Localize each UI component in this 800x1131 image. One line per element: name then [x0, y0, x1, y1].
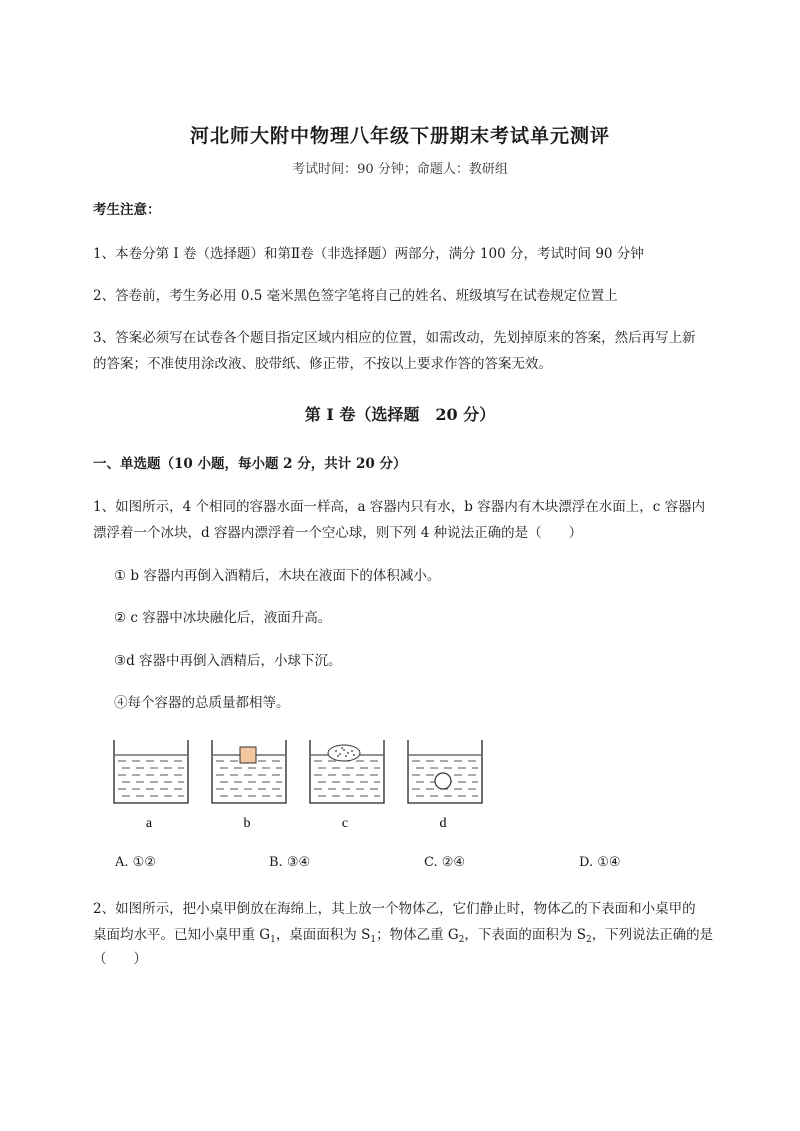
q1-figure	[112, 735, 492, 835]
notice-item-2: 2、答卷前，考生务必用 0.5 毫米黑色签字笔将自己的姓名、班级填写在试卷规定位置上	[93, 288, 618, 304]
q1-option-c[interactable]: C. ②④	[424, 855, 466, 870]
q1-statement-1: ① b 容器内再倒入酒精后，木块在液面下的体积减小。	[114, 568, 441, 584]
container-c	[310, 740, 384, 803]
container-a	[114, 740, 188, 803]
part-title: 一、单选题（10 小题，每小题 2 分，共计 20 分）	[93, 456, 407, 472]
notice-item-3-cont: 的答案；不准使用涂改液、胶带纸、修正带，不按以上要求作答的答案无效。	[93, 356, 552, 372]
exam-title: 河北师大附中物理八年级下册期末考试单元测评	[189, 125, 610, 147]
container-b	[212, 740, 286, 803]
figure-label-b: b	[243, 816, 251, 831]
q1-statement-2: ② c 容器中冰块融化后，液面升高。	[114, 610, 332, 626]
wood-block	[240, 747, 256, 763]
q2-sub-g2: 2	[458, 935, 465, 945]
q2-sub-s2: 2	[585, 935, 592, 945]
figure-label-c: c	[341, 816, 349, 831]
notice-label: 考生注意：	[93, 202, 161, 218]
q2-text-d: ，下表面的面积为 S	[464, 927, 586, 943]
exam-subtitle: 考试时间：90 分钟；命题人：教研组	[292, 162, 508, 177]
q2-text-a: 桌面均水平。已知小桌甲重 G	[93, 927, 271, 943]
notice-item-3: 3、答案必须写在试卷各个题目指定区域内相应的位置，如需改动，先划掉原来的答案，然后再写上新	[93, 330, 696, 346]
q1-statement-4: ④每个容器的总质量都相等。	[114, 695, 290, 711]
q1-stem-line1: 1、如图所示，4 个相同的容器水面一样高，a 容器内只有水，b 容器内有木块漂浮在水面上，c 容器内	[93, 499, 706, 515]
q1-stem-line2: 漂浮着一个冰块，d 容器内漂浮着一个空心球，则下列 4 种说法正确的是（ ）	[93, 525, 583, 541]
q2-sub-s1: 1	[370, 935, 377, 945]
ice-block	[328, 745, 360, 761]
q2-sub-g1: 1	[270, 935, 276, 945]
q1-option-b[interactable]: B. ③④	[269, 855, 311, 870]
q2-text-b: ，桌面面积为 S	[275, 927, 371, 943]
q2-text-e: ，下列说法正确的是	[591, 927, 714, 943]
figure-label-a: a	[145, 816, 153, 831]
hollow-ball	[435, 773, 451, 789]
q1-option-d[interactable]: D. ①④	[579, 855, 621, 870]
q2-stem-line1: 2、如图所示，把小桌甲倒放在海绵上，其上放一个物体乙，它们静止时，物体乙的下表面和小桌甲的	[93, 901, 696, 917]
section-title: 第 I 卷（选择题 20 分）	[304, 405, 496, 424]
q2-stem-line3: （ ）	[93, 951, 147, 967]
q1-statement-3: ③d 容器中再倒入酒精后，小球下沉。	[114, 653, 342, 669]
notice-item-1: 1、本卷分第 I 卷（选择题）和第Ⅱ卷（非选择题）两部分，满分 100 分，考试时间 90 分钟	[93, 246, 644, 262]
container-d	[408, 740, 482, 803]
q2-text-c: ；物体乙重 G	[376, 927, 459, 943]
figure-label-d: d	[439, 816, 447, 831]
q1-option-a[interactable]: A. ①②	[115, 855, 156, 870]
